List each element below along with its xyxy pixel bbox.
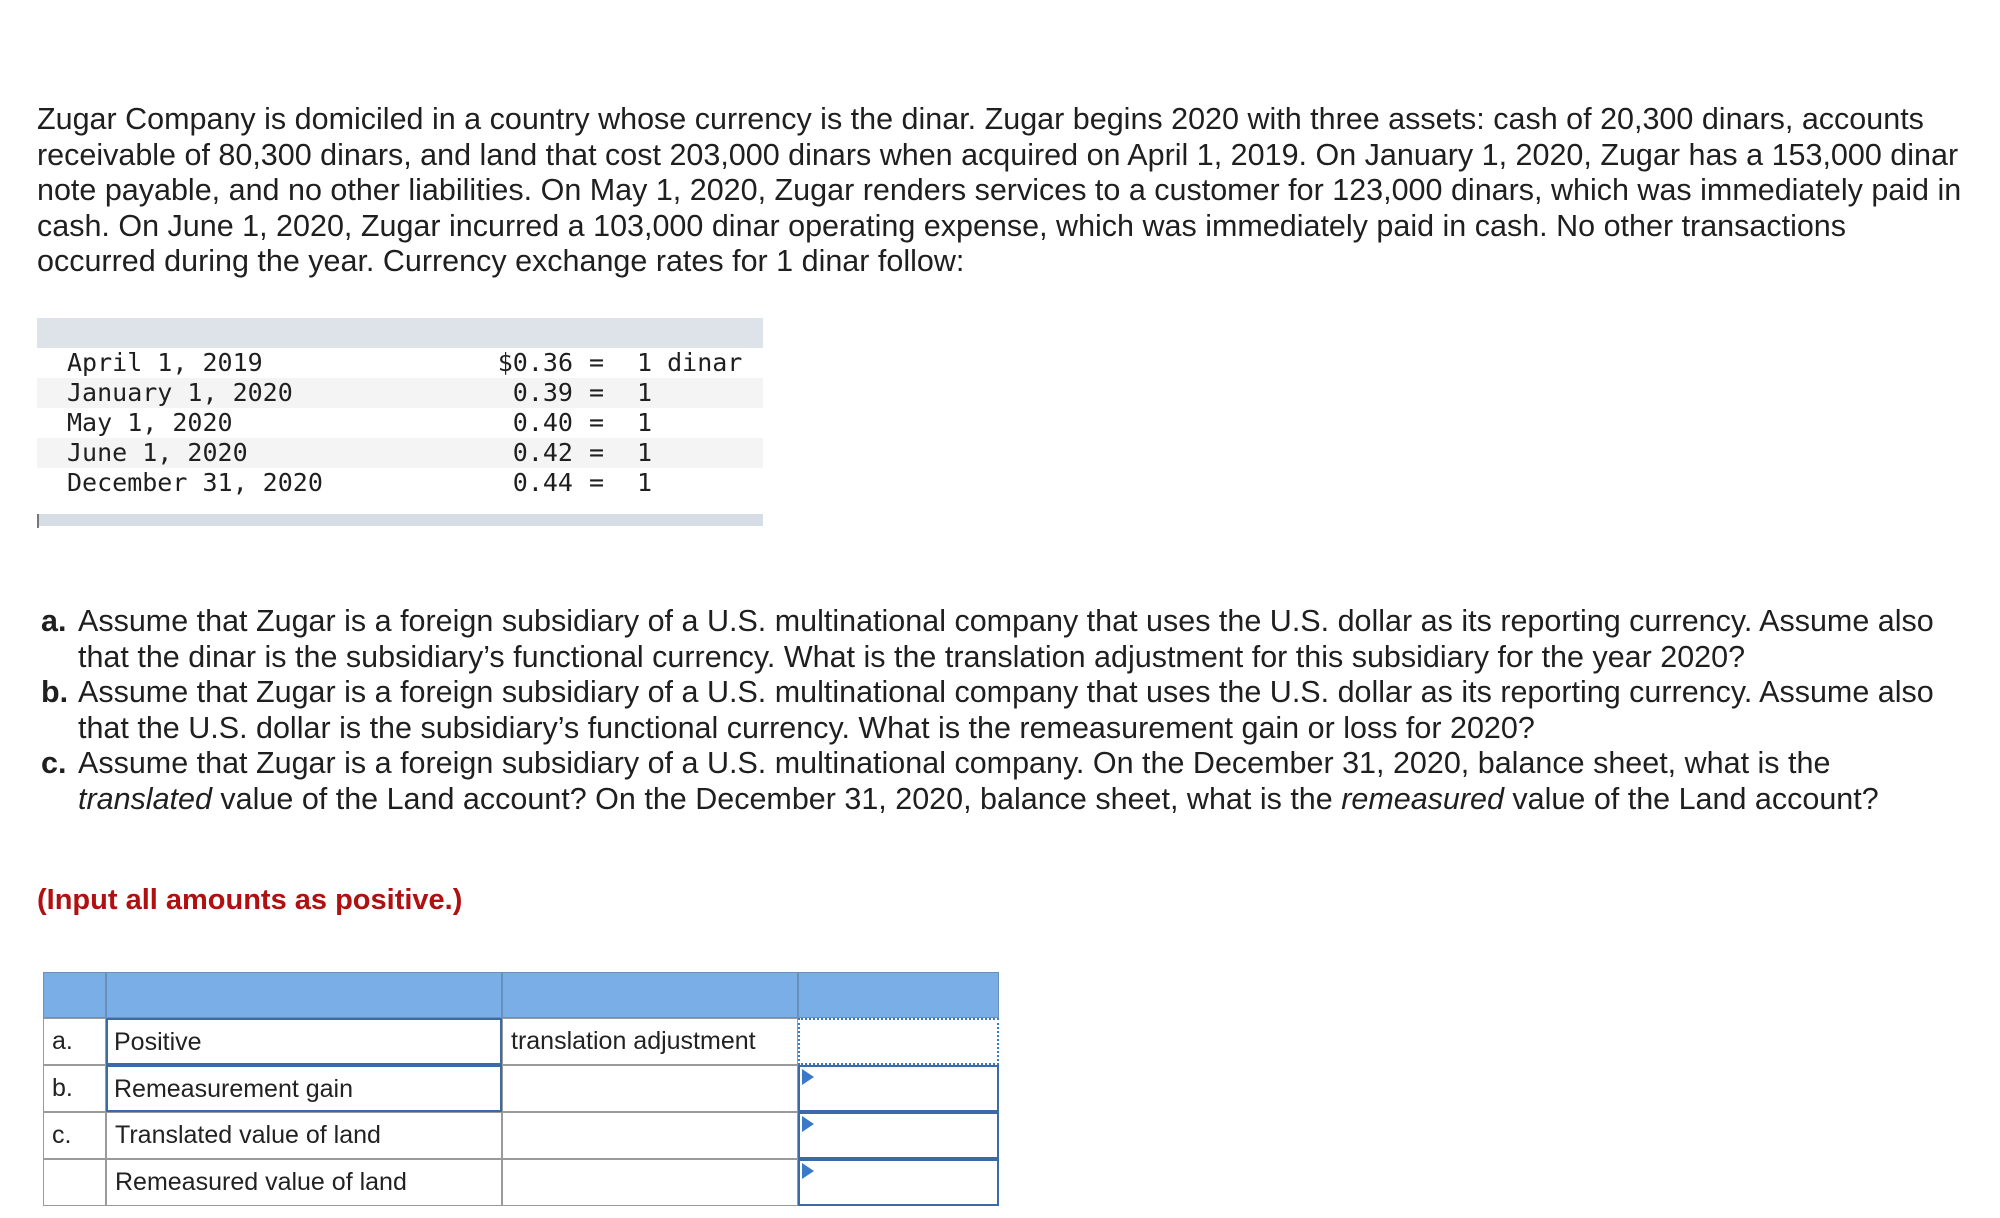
rate-date: January 1, 2020 [67,378,293,407]
rate-value: $0.36 [497,348,573,377]
rate-equals: = [589,378,605,407]
rate-value: 0.44 [512,468,573,497]
answer-label-c1: Translated value of land [106,1112,502,1159]
question-list [37,604,1967,817]
rate-value: 0.39 [512,378,573,407]
rate-date: June 1, 2020 [67,438,248,467]
question-a [37,604,1967,675]
answer-input-a[interactable] [798,1018,999,1065]
row-label [43,1159,106,1206]
answer-grid [43,972,999,1206]
answer-input-b[interactable] [798,1065,999,1112]
rate-value: 0.42 [512,438,573,467]
rate-unit: 1 [637,468,653,497]
question-text: value of the Land account? On the December 31, 2020, balance sheet, what is the [211,781,1342,816]
instruction-note: (Input all amounts as positive.) [37,884,463,916]
rate-date: December 31, 2020 [67,468,323,497]
rate-date: May 1, 2020 [67,408,233,437]
row-label: a. [43,1018,106,1065]
grid-header-cell [502,972,798,1018]
rate-row [37,438,763,468]
problem-statement: Zugar Company is domiciled in a country whose currency is the dinar. Zugar begins 2020 with three assets: cash of 20,300 dinars, accounts receivable of 80,300 dinars, and land that cost 203,000 dinars when acquired on April 1, 2019. On January 1, 2020, Zugar has a 153,000 dinar note payable, and no other liabilities. On May 1, 2020, Zugar renders services to a customer for 123,000 dinars, which was immediately paid in cash. On June 1, 2020, Zugar incurred a 103,000 dinar operating expense, which was immediately paid in cash. No other transactions occurred during the year. Currency exchange rates for 1 dinar follow: [37,102,1962,278]
answer-label-c [502,1112,798,1159]
rate-equals: = [589,438,605,467]
question-b [37,675,1967,746]
question-text: Assume that Zugar is a foreign subsidiary of a U.S. multinational company that uses the U.S. dollar as its reporting currency. Assume also that the dinar is the subsidiary’s functional currency. What is the translation adjustment for this subsidiary for the year 2020? [78,604,1934,674]
rate-table-footer-tick [37,514,39,528]
rate-row [37,408,763,438]
question-marker: c. [41,746,67,780]
answer-input-c1[interactable] [798,1112,999,1159]
question-marker: a. [41,604,67,638]
rate-value: 0.40 [512,408,573,437]
rate-table-footer [37,514,763,526]
question-c [37,746,1967,817]
rate-equals: = [589,408,605,437]
answer-label-b [502,1065,798,1112]
answer-select-a[interactable]: Positive [106,1018,502,1065]
input-marker-icon [802,1069,814,1085]
input-marker-icon [802,1163,814,1179]
rate-unit: 1 dinar [637,348,743,377]
answer-label-c2: Remeasured value of land [106,1159,502,1206]
rate-unit: 1 [637,378,653,407]
rate-date: April 1, 2019 [67,348,263,377]
rate-row [37,468,763,498]
rate-equals: = [589,468,605,497]
question-text: Assume that Zugar is a foreign subsidiary of a U.S. multinational company. On the December 31, 2020, balance sheet, what is the [78,746,1831,780]
rate-row [37,378,763,408]
rate-unit: 1 [637,408,653,437]
exchange-rate-table [37,318,763,528]
emphasis-translated: translated [78,781,212,816]
answer-select-b[interactable]: Remeasurement gain [106,1065,502,1112]
input-marker-icon [802,1116,814,1132]
answer-input-c2[interactable] [798,1159,999,1206]
emphasis-remeasured: remeasured [1341,781,1504,816]
grid-header-cell [106,972,502,1018]
rate-unit: 1 [637,438,653,467]
rate-row [37,348,763,378]
question-text: Assume that Zugar is a foreign subsidiary of a U.S. multinational company that uses the U.S. dollar as its reporting currency. Assume also that the U.S. dollar is the subsidiary’s functional currency. What is the remeasurement gain or loss for 2020? [78,675,1934,745]
question-marker: b. [41,675,69,709]
grid-header-cell [43,972,106,1018]
row-label: c. [43,1112,106,1159]
answer-label-c2-mid [502,1159,798,1206]
grid-header-cell [798,972,999,1018]
answer-label-a: translation adjustment [502,1018,798,1065]
question-text: value of the Land account? [1503,781,1879,816]
rate-equals: = [589,348,605,377]
rate-table-header [37,318,763,348]
row-label: b. [43,1065,106,1112]
